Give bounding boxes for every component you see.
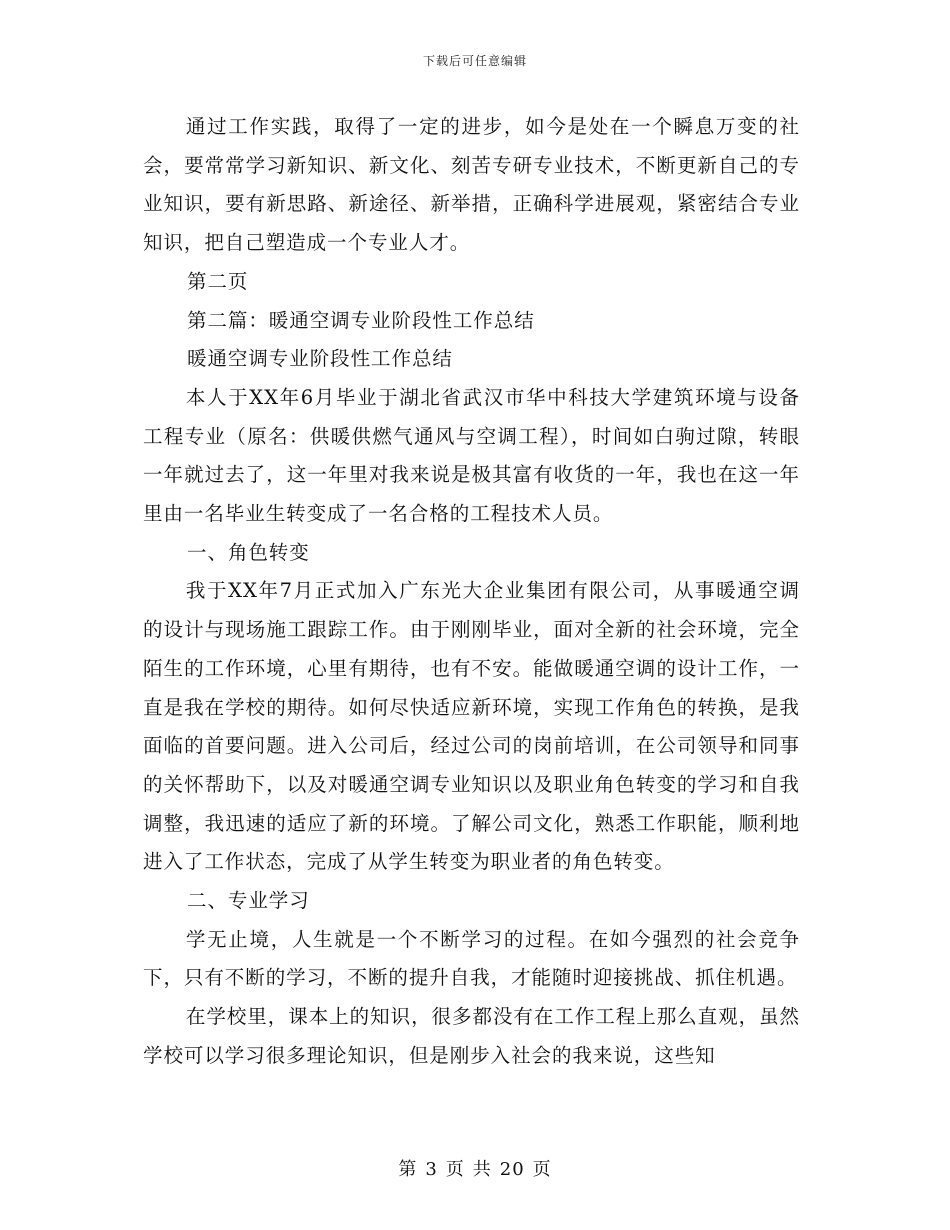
paragraph-study-2: 在学校里，课本上的知识，很多都没有在工作工程上那么直观，虽然学校可以学习很多理论知识，但是刚步入社会的我来说，这些知: [143, 1005, 800, 1067]
paragraph-study-1: 学无止境，人生就是一个不断学习的过程。在如今强烈的社会竞争下，只有不断的学习，不断的提升自我，才能随时迎接挑战、抓住机遇。: [143, 927, 800, 990]
page-footer: [0, 1155, 950, 1181]
footer-label-after: 页: [532, 1159, 552, 1180]
chapter-title: 第二篇：暖通空调专业阶段性工作总结: [187, 308, 535, 332]
footer-page-number: 3: [425, 1159, 438, 1180]
heading-professional-study: 二、专业学习: [187, 889, 310, 913]
paragraph-background: 本人于XX年6月毕业于湖北省武汉市华中科技大学建筑环境与设备工程专业（原名：供暖供燃气通风与空调工程），时间如白驹过隙，转眼一年就过去了，这一年里对我来说是极其富有收货的一年，我也在这一年里由一名毕业生转变成了一名合格的工程技术人员。: [143, 385, 800, 526]
heading-role-change: 一、角色转变: [187, 540, 310, 564]
paragraph-role-change: 我于XX年7月正式加入广东光大企业集团有限公司，从事暖通空调的设计与现场施工跟踪工作。由于刚刚毕业，面对全新的社会环境，完全陌生的工作环境，心里有期待，也有不安。能做暖通空调的设计工作，一直是我在学校的期待。如何尽快适应新环境，实现工作角色的转换，是我面临的首要问题。进入公司后，经过公司的岗前培训，在公司领导和同事的关怀帮助下，以及对暖通空调专业知识以及职业角色转变的学习和自我调整，我迅速的适应了新的环境。了解公司文化，熟悉工作职能，顺利地进入了工作状态，完成了从学生转变为职业者的角色转变。: [143, 579, 800, 874]
document-body: [143, 108, 800, 1076]
page-header: 下载后可任意编辑: [422, 54, 527, 68]
paragraph-intro: 通过工作实践，取得了一定的进步，如今是处在一个瞬息万变的社会，要常常学习新知识、新文化、刻苦专研专业技术，不断更新自己的专业知识，要有新思路、新途径、新举措，正确科学进展观，紧密结合专业知识，把自己塑造成一个专业人才。: [143, 115, 800, 255]
page-two-label: 第二页: [187, 269, 249, 293]
footer-label-before: 第: [398, 1159, 418, 1180]
section-title: 暖通空调专业阶段性工作总结: [187, 347, 453, 371]
footer-label-middle: 页: [445, 1159, 465, 1180]
footer-label-total: 共: [472, 1159, 492, 1180]
footer-total-pages: 20: [499, 1159, 525, 1180]
